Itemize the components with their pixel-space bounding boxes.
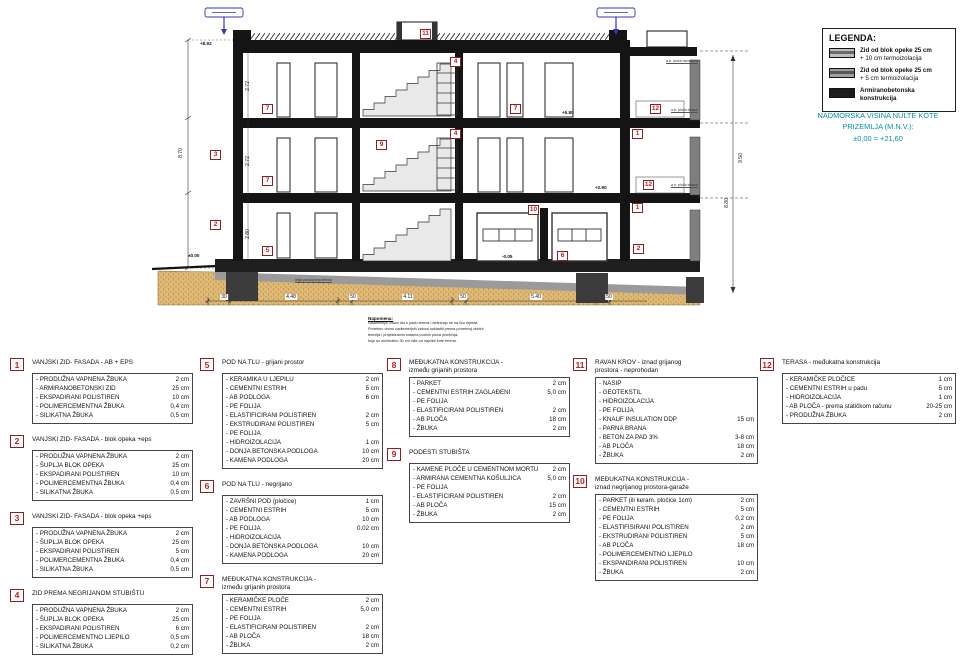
ref-marker-2: 2 (633, 244, 644, 254)
spec-row: - PE FOLIJA (413, 397, 448, 405)
legend-item (829, 87, 949, 103)
spec-row: - ELASTIFICIRANI POLISTIREN 2 cm (226, 411, 379, 419)
dimension-label: 5.40 (531, 294, 541, 300)
note-line: Potrebnu visinu nadtemeljnih zidova uskladiti prema potrebnoj dubini (368, 326, 484, 331)
spec-title: VANJSKI ZID- FASADA - AB + EPS (32, 359, 133, 366)
spec-body (595, 494, 758, 581)
spec-row: - PARKET (ili keram. pločice 1cm) 2 cm (599, 496, 754, 504)
legend-title: LEGENDA: (829, 33, 876, 43)
spec-row: - PE FOLIJA (226, 402, 261, 410)
spec-row: - CEMENTNI ESTRIH u padu 5 cm (786, 384, 952, 392)
dimension-label: 2.72 (244, 156, 251, 166)
spec-row: - HIDROIZOLACIJA (599, 397, 655, 405)
spec-row: - PRODUŽNA VAPNENA ŽBUKA 2 cm (36, 376, 189, 383)
spec-row: - ŽBUKA 2 cm (226, 641, 379, 649)
spec-body (595, 377, 758, 464)
spec-table-4 (10, 589, 193, 655)
ref-marker-12: 12 (650, 104, 661, 114)
spec-table-9 (387, 448, 570, 523)
spec-column-2 (200, 358, 383, 665)
spec-row: - SILIKATNA ŽBUKA 0,2 cm (36, 642, 189, 650)
spec-row: - AB PLOČA 18 cm (599, 541, 754, 549)
spec-row: - PE FOLIJA (226, 429, 261, 437)
legend-box (822, 28, 956, 112)
ref-marker-4: 4 (450, 57, 461, 67)
spec-row: - EKSPADIRANI POLISTIREN 6 cm (36, 624, 189, 632)
spec-row: - PE FOLIJA (413, 483, 448, 491)
spec-row: - ELASTIFISIRANI POLISTIREN 2 cm (599, 523, 754, 531)
spec-body (409, 377, 570, 437)
spec-row: - ELASTIFICIRANI POLISTIREN 2 cm (226, 623, 379, 631)
spec-row: - AB PLOČA 18 cm (599, 442, 754, 450)
dimension-label: +5.80 (562, 110, 574, 115)
ref-marker-1: 1 (632, 203, 643, 213)
drawing-annotation: a.b. ploča terasa (671, 108, 698, 112)
spec-row: - ARMIRANA CEMENTNA KOŠULJICA 5,0 cm (413, 474, 566, 482)
dimension-label: +2.90 (595, 185, 607, 190)
spec-row: - KAMENA PODLOGA 20 cm (226, 551, 379, 559)
spec-column-1 (10, 358, 193, 666)
spec-row: - ŽBUKA 2 cm (413, 424, 566, 432)
spec-body (409, 463, 570, 523)
spec-row: - EKSPANDIRANI POLISTIREN 10 cm (599, 559, 754, 567)
spec-row: - SILIKATNA ŽBUKA 0,5 cm (36, 565, 189, 573)
dimension-label: 2.72 (244, 81, 251, 91)
spec-row: - POLIMERCEMENTNA ŽBUKA 0,4 cm (36, 402, 189, 410)
spec-body (222, 495, 383, 564)
spec-title: POD NA TLU - negrijano (222, 480, 292, 488)
spec-number: 6 (200, 480, 214, 493)
spec-table-11 (573, 358, 758, 464)
spec-table-7 (200, 575, 383, 654)
spec-row: - AB PLOČA 18 cm (413, 415, 566, 423)
spec-column-5 (760, 358, 956, 435)
dimension-label: ±0.00 (188, 253, 200, 258)
spec-title: MEĐUKATNA KONSTRUKCIJA - iznad negrijanog prostora-garaže (595, 475, 689, 491)
ref-marker-9: 9 (376, 140, 387, 150)
spec-row: - PARKET 2 cm (413, 380, 566, 387)
ref-marker-12: 12 (643, 180, 654, 190)
dimension-label: 50 (606, 294, 612, 300)
spec-row: - ARMIRANOBETONSKI ZID 25 cm (36, 384, 189, 392)
spec-row: - ŠUPLJA BLOK OPEKA 25 cm (36, 461, 189, 469)
spec-row: - KAMENA PODLOGA 20 cm (226, 456, 379, 464)
spec-row: - ŠUPLJA BLOK OPEKA 25 cm (36, 615, 189, 623)
spec-number: 1 (10, 358, 24, 371)
spec-row: - ELASTIFICIRANI POLISTIREN 2 cm (413, 492, 566, 500)
spec-title: POD NA TLU - grijani prostor (222, 359, 305, 366)
spec-row: - PE FOLIJA (226, 614, 261, 622)
spec-table-5 (200, 358, 383, 469)
spec-body (222, 373, 383, 469)
spec-table-3 (10, 512, 193, 578)
spec-row: - HIDROIZOLACIJA 1 cm (226, 438, 379, 446)
spec-number: 8 (387, 358, 401, 371)
legend-swatch-hatch10 (829, 48, 855, 58)
spec-body (32, 527, 193, 578)
spec-row: - CEMENTNI ESTRIH ZAGLAĐENI 5,0 cm (413, 388, 566, 396)
dimension-label: 4.11 (403, 294, 413, 300)
note-lines (368, 321, 548, 345)
spec-table-12 (760, 358, 956, 424)
dimension-label: 50 (460, 294, 466, 300)
spec-number: 7 (200, 575, 214, 588)
spec-number: 10 (573, 475, 587, 488)
spec-column-4 (573, 358, 758, 592)
spec-row: - SILIKATNA ŽBUKA 0,5 cm (36, 488, 189, 496)
spec-title: VANJSKI ZID- FASADA - blok opeka +eps (32, 435, 152, 443)
ref-marker-10: 10 (528, 205, 539, 215)
spec-row: - PRODUŽNA VAPNENA ŽBUKA 2 cm (36, 452, 189, 460)
dimension-label: 8.80 (723, 198, 730, 208)
spec-number: 9 (387, 448, 401, 461)
spec-row: - KNAUF INSULATION DDP 15 cm (599, 415, 754, 423)
spec-body (32, 450, 193, 501)
spec-row: - DONJA BETONSKA PODLOGA 10 cm (226, 542, 379, 550)
drawing-annotation: a.b. ploča terasa (671, 183, 698, 187)
ref-marker-11: 11 (420, 29, 431, 39)
spec-title: ZID PREMA NEGRIJANOM STUBIŠTU (32, 589, 145, 597)
spec-row: - CEMENTNI ESTRIH 5 cm (226, 384, 379, 392)
ref-marker-6: 6 (557, 251, 568, 261)
drawing-annotation: a.b. ploča ravni krov (666, 59, 699, 63)
spec-row: - AB PODLOGA 10 cm (226, 515, 379, 523)
spec-number: 2 (10, 435, 24, 448)
spec-row: - PE FOLIJA 0,02 cm (226, 524, 379, 532)
ref-marker-4: 4 (450, 129, 461, 139)
spec-row: - KERAMIČKE PLOČE 2 cm (226, 596, 379, 604)
dimension-label: -0.05 (502, 254, 513, 259)
elevation-note-line3: ±0,00 = +21,60 (853, 133, 903, 143)
dimension-label: 4.48 (286, 294, 296, 300)
spec-row: - DONJA BETONSKA PODLOGA 10 cm (226, 447, 379, 455)
spec-body (32, 604, 193, 655)
ref-marker-5: 5 (262, 246, 273, 256)
elevation-note (796, 110, 960, 144)
legend-swatch-solid (829, 88, 855, 98)
spec-table-8 (387, 358, 570, 437)
spec-row: - POLIMERCEMENTNO LJEPILO (599, 550, 693, 558)
spec-body (222, 594, 383, 654)
spec-title: MEĐUKATNA KONSTRUKCIJA - između grijanih prostora (409, 359, 503, 374)
dimension-label: 30 (221, 294, 227, 300)
note-title: Napomena: (368, 316, 394, 321)
spec-title: VANJSKI ZID- FASADA - blok opeka +eps (32, 512, 152, 520)
spec-number: 3 (10, 512, 24, 525)
spec-row: - HIDROIZOLACIJA 1 cm (786, 393, 952, 401)
spec-row: - PE FOLIJA 0,2 cm (599, 514, 754, 522)
spec-table-2 (10, 435, 193, 501)
spec-row: - POLIMERCEMENTNA ŽBUKA 0,4 cm (36, 479, 189, 487)
dimension-label: +2.72 (580, 196, 592, 201)
spec-row: - ŽBUKA 2 cm (599, 451, 754, 459)
spec-column-3 (387, 358, 570, 534)
legend-label: Zid od blok opeke 25 cm + 5 cm termoizolacija (860, 67, 932, 83)
spec-number: 11 (573, 358, 587, 371)
ref-marker-7: 7 (262, 104, 273, 114)
legend-items (829, 47, 949, 103)
spec-number: 4 (10, 589, 24, 602)
spec-row: - EKSTRUDIRANI POLISTIREN 5 cm (226, 420, 379, 428)
spec-row: - AB PODLOGA 6 cm (226, 393, 379, 401)
spec-row: - PRODUŽNA ŽBUKA 2 cm (786, 411, 952, 419)
spec-row: - POLIMERCEMENTNA ŽBUKA 0,4 cm (36, 556, 189, 564)
spec-body (782, 373, 956, 424)
spec-row: - CEMENTNI ESTRIH 5,0 cm (226, 605, 379, 613)
legend-swatch-hatch5 (829, 68, 855, 78)
spec-row: - ŽBUKA 2 cm (599, 568, 754, 576)
spec-row: - PRODUŽNA VAPNENA ŽBUKA 2 cm (36, 529, 189, 537)
dimension-label: 50 (350, 294, 356, 300)
spec-row: - EKSTRUDIRANI POLISTIREN 5 cm (599, 532, 754, 540)
spec-row: - HIDROIZOLACIJA (226, 533, 282, 541)
elevation-note-line2: PRIZEMLJA (M.N.V.): (842, 122, 914, 132)
spec-row: - ŠUPLJA BLOK OPEKA 25 cm (36, 538, 189, 546)
spec-table-10 (573, 475, 758, 581)
spec-row: - ELASTIFICIRANI POLISTIREN 2 cm (413, 406, 566, 414)
spec-row: - BETON ZA PAD 3% 3-8 cm (599, 433, 754, 441)
ref-marker-7: 7 (262, 176, 273, 186)
spec-title: PODESTI STUBIŠTA (409, 448, 470, 456)
spec-row: - EKSPADIRANI POLISTIREN 10 cm (36, 470, 189, 478)
spec-row: - AB PLOČA - prema statičkom računu 20-25 cm (786, 402, 952, 410)
note-line: koje su minimalno 30 cm više od najviše kote terena. (368, 338, 457, 343)
spec-row: - EKSPADIRANI POLISTIREN 5 cm (36, 547, 189, 555)
elevation-note-line1: NADMORSKA VISINA NULTE KOTE (817, 111, 939, 120)
note-line: Nadtemeljni zidovi idu u padu terena i definiraju se na licu mjesta. (368, 321, 479, 325)
spec-row: - GEOTEKSTIL (599, 388, 642, 396)
spec-row: - POLIMERCEMENTNO LJEPILO 0,5 cm (36, 633, 189, 641)
spec-table-6 (200, 480, 383, 564)
spec-row: - NASIP (599, 380, 622, 387)
spec-row: - CEMENTNI ESTRIH 5 cm (599, 505, 754, 513)
spec-row: - PARNA BRANA (599, 424, 647, 432)
legend-label: Armiranobetonska konstrukcija (860, 87, 915, 103)
dimension-label: 9.50 (737, 153, 744, 163)
note-line: temelja i projektiranim kotama podnih ploča prizemlja, (368, 332, 459, 337)
spec-row: - KAMENE PLOČE U CEMENTNOM MORTU 2 cm (413, 465, 566, 473)
spec-row: - AB PLOČA 18 cm (226, 632, 379, 640)
section-drawing (150, 5, 760, 355)
ref-marker-1: 1 (632, 129, 643, 139)
legend-item (829, 47, 949, 63)
spec-body (32, 373, 193, 424)
legend-item (829, 67, 949, 83)
spec-row: - PRODUŽNA VAPNENA ŽBUKA 2 cm (36, 606, 189, 614)
spec-row: - PE FOLIJA (599, 406, 634, 414)
dimension-label: +8.92 (200, 41, 212, 46)
spec-row: - AB PLOČA 15 cm (413, 501, 566, 509)
drawing-annotation: linija postojećeg terena (295, 278, 332, 282)
ref-marker-2: 2 (210, 220, 221, 230)
spec-row: - EKSPADIRANI POLISTIREN 10 cm (36, 393, 189, 401)
dimension-label: 8.70 (177, 148, 184, 158)
spec-title: RAVAN KROV - iznad grijanog prostora - neprohodan (595, 359, 682, 374)
ref-marker-7: 7 (510, 104, 521, 114)
drawing-note (368, 316, 548, 345)
dimension-label: 2.80 (244, 229, 251, 239)
spec-row: - KERAMIČKE PLOČICE 1 cm (786, 376, 952, 383)
spec-row: - KERAMIKA U LJEPILU 2 cm (226, 376, 379, 383)
spec-row: - CEMENTNI ESTRIH 5 cm (226, 506, 379, 514)
legend-label: Zid od blok opeke 25 cm + 10 cm termoizolacija (860, 47, 932, 63)
spec-title: MEĐUKATNA KONSTRUKCIJA - između grijanih prostora (222, 575, 316, 591)
spec-title: TERASA - međukatna konstrukcija (782, 359, 881, 366)
spec-table-1 (10, 358, 193, 424)
spec-row: - ŽBUKA 2 cm (413, 510, 566, 518)
spec-row: - ZAVRŠNI POD (pločice) 1 cm (226, 497, 379, 505)
ref-marker-3: 3 (210, 150, 221, 160)
spec-row: - SILIKATNA ŽBUKA 0,5 cm (36, 411, 189, 419)
spec-number: 12 (760, 358, 774, 371)
spec-number: 5 (200, 358, 214, 371)
